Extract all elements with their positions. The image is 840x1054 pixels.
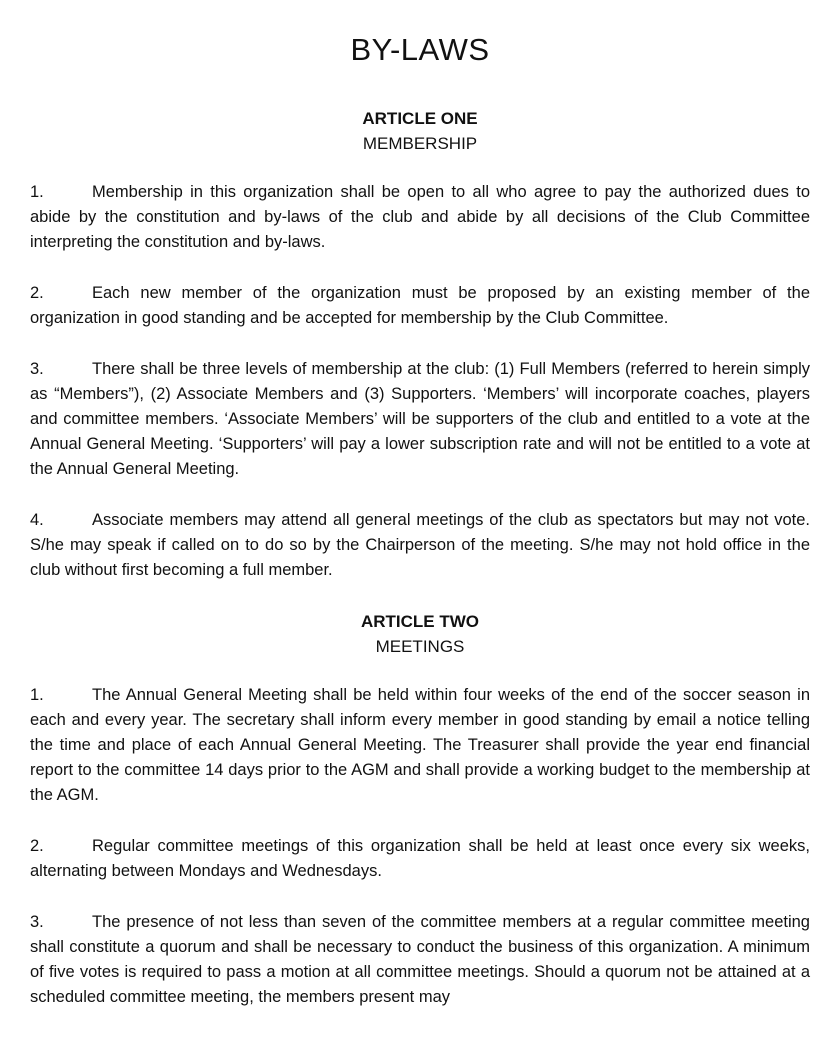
document-page <box>0 30 840 1054</box>
paragraph-number: 2. <box>30 837 44 855</box>
article-one-subheading: MEMBERSHIP <box>362 134 478 153</box>
paragraph-number: 4. <box>30 511 44 529</box>
section-article-two <box>30 609 810 1010</box>
article-one-heading: ARTICLE ONE <box>362 109 478 128</box>
paragraph-text: Membership in this organization shall be open to all who agree to pay the authorized dues to abide by the constitution and by-laws of the club and abide by all decisions of the Club Committee interpreting the constitution and by-laws. <box>30 183 810 251</box>
paragraph-text: There shall be three levels of membership at the club: (1) Full Members (referred to herein simply as “Members”), (2) Associate Members and (3) Supporters. ‘Members’ will incorporate coaches, players and committee members. ‘Associate Members’ will be supporters of the club and entitled to a vote at the Annual General Meeting. ‘Supporters’ will pay a lower subscription rate and will not be entitled to a vote at the Annual General Meeting. <box>30 360 810 478</box>
article-one-paragraph-1 <box>30 180 810 255</box>
article-one-paragraph-4 <box>30 508 810 583</box>
paragraph-number: 1. <box>30 183 44 201</box>
article-one-paragraph-2 <box>30 281 810 331</box>
article-one-paragraph-3 <box>30 357 810 482</box>
paragraph-number: 3. <box>30 360 44 378</box>
article-two-paragraph-2 <box>30 834 810 884</box>
paragraph-text: Regular committee meetings of this organization shall be held at least once every six weeks, alternating between Mondays and Wednesdays. <box>30 837 810 880</box>
paragraph-number: 3. <box>30 913 44 931</box>
article-two-heading: ARTICLE TWO <box>360 612 480 631</box>
paragraph-text: Associate members may attend all general meetings of the club as spectators but may not vote. S/he may speak if called on to do so by the Chairperson of the meeting. S/he may not hold office in the club without first becoming a full member. <box>30 511 810 579</box>
paragraph-text: The Annual General Meeting shall be held within four weeks of the end of the soccer season in each and every year. The secretary shall inform every member in good standing by email a notice telling the time and place of each Annual General Meeting. The Treasurer shall provide the year end financial report to the committee 14 days prior to the AGM and shall provide a working budget to the membership at the AGM. <box>30 686 810 804</box>
section-article-one <box>30 106 810 583</box>
paragraph-number: 2. <box>30 284 44 302</box>
article-two-paragraph-1 <box>30 683 810 808</box>
paragraph-text: The presence of not less than seven of the committee members at a regular committee meeting shall constitute a quorum and shall be necessary to conduct the business of this organization. A minimum of five votes is required to pass a motion at all committee meetings. Should a quorum not be attained at a scheduled committee meeting, the members present may <box>30 913 810 1006</box>
paragraph-number: 1. <box>30 686 44 704</box>
article-two-paragraph-3 <box>30 910 810 1010</box>
article-two-subheading: MEETINGS <box>375 637 465 656</box>
document-title: BY-LAWS <box>350 32 490 67</box>
paragraph-text: Each new member of the organization must be proposed by an existing member of the organization in good standing and be accepted for membership by the Club Committee. <box>30 284 810 327</box>
